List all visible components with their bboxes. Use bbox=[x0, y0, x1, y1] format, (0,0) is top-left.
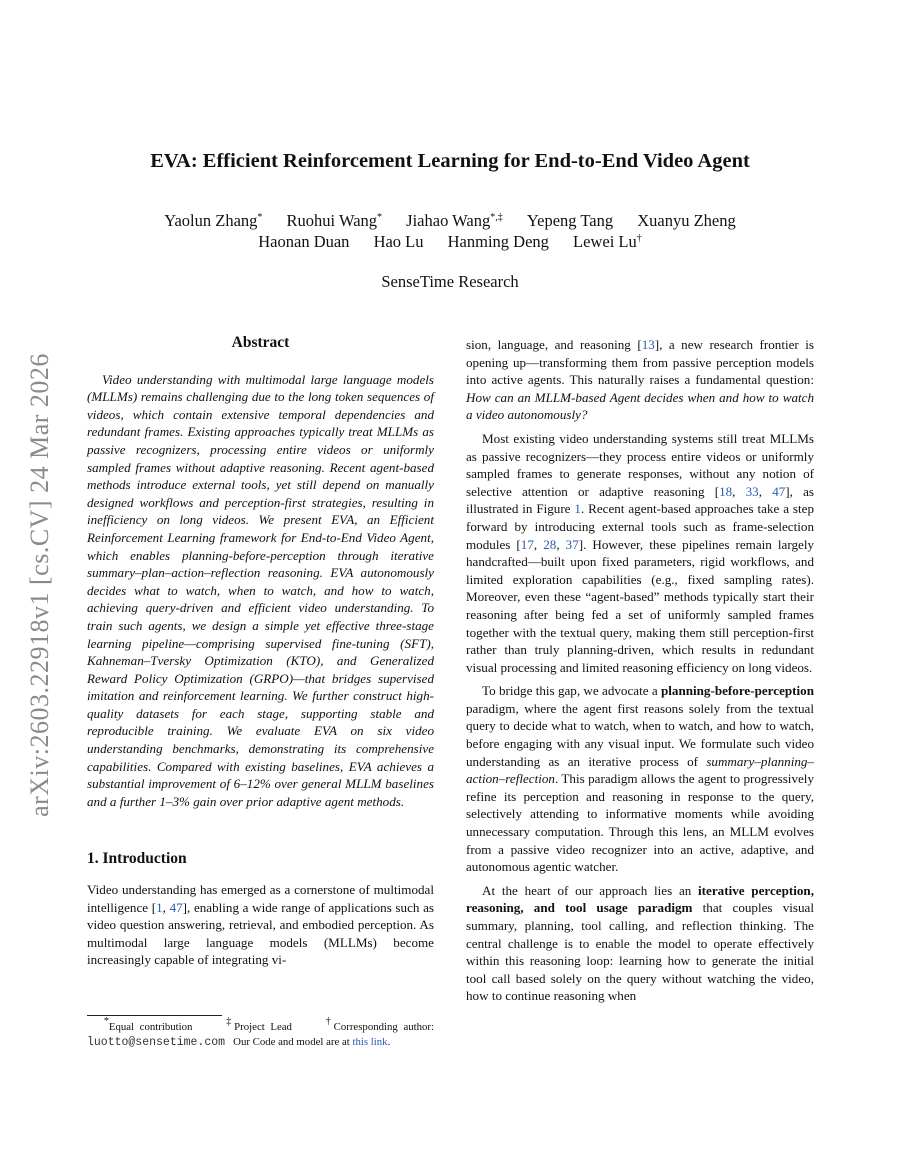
author: Xuanyu Zheng bbox=[637, 211, 736, 230]
citation-link[interactable]: 37 bbox=[565, 536, 579, 552]
author: Hanming Deng bbox=[447, 232, 549, 251]
citation-link[interactable]: 28 bbox=[543, 536, 557, 552]
section-heading: 1. Introduction bbox=[87, 850, 187, 868]
author: Yepeng Tang bbox=[526, 211, 614, 230]
author: Yaolun Zhang* bbox=[164, 211, 263, 230]
arxiv-sidebar bbox=[20, 320, 60, 850]
abstract-heading: Abstract bbox=[231, 334, 290, 351]
citation-link[interactable]: 1 bbox=[156, 899, 163, 915]
arxiv-identifier: arXiv:2603.22918v1 [cs.CV] 24 Mar 2026 bbox=[25, 353, 54, 817]
citation-link[interactable]: 17 bbox=[520, 536, 534, 552]
code-link[interactable]: this link bbox=[352, 1036, 388, 1048]
intro-paragraph-1: Video understanding has emerged as a cornerstone of multimodal intelligence [1, 47], enabling a wide range of applications such as video question answering, retrieval, and embodied perception. As multimodal large language models (MLLMs) become increasingly capable of integrating vi- bbox=[87, 882, 434, 968]
citation-link[interactable]: 47 bbox=[169, 899, 183, 915]
paper-title: EVA: Efficient Reinforcement Learning for End-to-End Video Agent bbox=[150, 150, 750, 172]
author: Jiahao Wang*,‡ bbox=[406, 211, 503, 230]
intro-paragraph-2: Most existing video understanding systems still treat MLLMs as passive recognizers—they process entire videos or uniformly sampled frames to generate responses, without any notion of selective attention or adaptive reasoning [18, 33, 47], as illustrated in Figure 1. Recent agent-based approaches take a step forward by introducing external tools such as frame-selection modules [17, 28, 37]. However, these pipelines remain largely handcrafted—built upon fixed parameters, rigid workflows, and limited exploration capabilities (e.g., fixed sampling rates). Moreover, even these “agent-based” methods typically start their reasoning after being fed a set of uniformly sampled frames together with the textual query, making them still perception-first rather than truly planning-driven, which results in redundant visual processing and limited reasoning efficiency on long videos. bbox=[466, 430, 815, 675]
citation-link[interactable]: 33 bbox=[745, 483, 759, 499]
author: Lewei Lu† bbox=[573, 232, 642, 251]
footnote: *Equal contribution ‡Project Lead †Corresponding author: luotto@sensetime.com Our Code and model are at this link. bbox=[87, 1016, 435, 1049]
intro-paragraph-1-continued: sion, language, and reasoning [13], a new research frontier is opening up—transforming them from passive perception models into active agents. This naturally raises a fundamental question: How can an MLLM-based Agent decides when and how to watch a video autonomously? bbox=[466, 337, 814, 423]
left-column bbox=[87, 334, 434, 969]
right-column bbox=[466, 336, 814, 1005]
citation-link[interactable]: 13 bbox=[641, 337, 655, 352]
author: Haonan Duan bbox=[258, 232, 350, 251]
citation-link[interactable]: 18 bbox=[719, 483, 733, 499]
author-list bbox=[0, 210, 900, 252]
affiliation: SenseTime Research bbox=[381, 272, 519, 291]
citation-link[interactable]: 47 bbox=[772, 483, 786, 499]
contact-email: luotto@sensetime.com bbox=[87, 1036, 226, 1049]
author: Ruohui Wang* bbox=[286, 211, 383, 230]
figure-link[interactable]: 1 bbox=[574, 501, 581, 517]
author: Hao Lu bbox=[373, 232, 424, 251]
intro-paragraph-4: At the heart of our approach lies an iterative perception, reasoning, and tool usage paradigm that couples visual summary, planning, tool calling, and reflection thinking. The central challenge is to enable the model to operate effectively within this reasoning loop: learning how to generate the initial tool call based solely on the query without watching the video, how to continue reasoning when bbox=[466, 882, 814, 1004]
intro-paragraph-3: To bridge this gap, we advocate a planning-before-perception paradigm, where the agent first reasons solely from the textual query to decide what to watch, when to watch, and how to watch, before engaging with any visual input. We formulate such video understanding as an iterative process of summary–planning–action–reflection. This paradigm allows the agent to progressively refine its perception and reasoning in response to the query, selectively attending to informative moments while avoiding unnecessary computation. Through this lens, an MLLM evolves from a passive video recognizer into an active, adaptive, and autonomous agentic watcher. bbox=[466, 683, 814, 875]
abstract-text: Video understanding with multimodal large language models (MLLMs) remains challenging due to the long token sequences of videos, which contain extensive temporal dependencies and redundant frames. Existing approaches typically treat MLLMs as passive recognizers, processing entire videos or uniformly sampled frames without adaptive reasoning. Recent agent-based methods introduce external tools, yet still depend on manually designed workflows and perception-first strategies, resulting in inefficiency on long videos. We present EVA, an Efficient Reinforcement Learning framework for End-to-End Video Agent, which enables planning-before-perception through iterative summary–plan–action–reflection reasoning. EVA autonomously decides what to watch, when to watch, and how to watch, achieving query-driven and efficient video understanding. To train such agents, we design a simple yet effective three-stage learning pipeline—comprising supervised fine-tuning (SFT), Kahneman–Tversky Optimization (KTO), and Generalized Reward Policy Optimization (GRPO)—that bridges supervised imitation and reinforcement learning. We further construct high-quality datasets for each stage, supporting stable and reproducible training. We evaluate EVA on six video understanding benchmarks, demonstrating its comprehensive capabilities. Compared with existing baselines, EVA achieves a substantial improvement of 6–12% over general MLLM baselines and a further 1–3% gain over prior adaptive agent methods. bbox=[87, 371, 434, 809]
